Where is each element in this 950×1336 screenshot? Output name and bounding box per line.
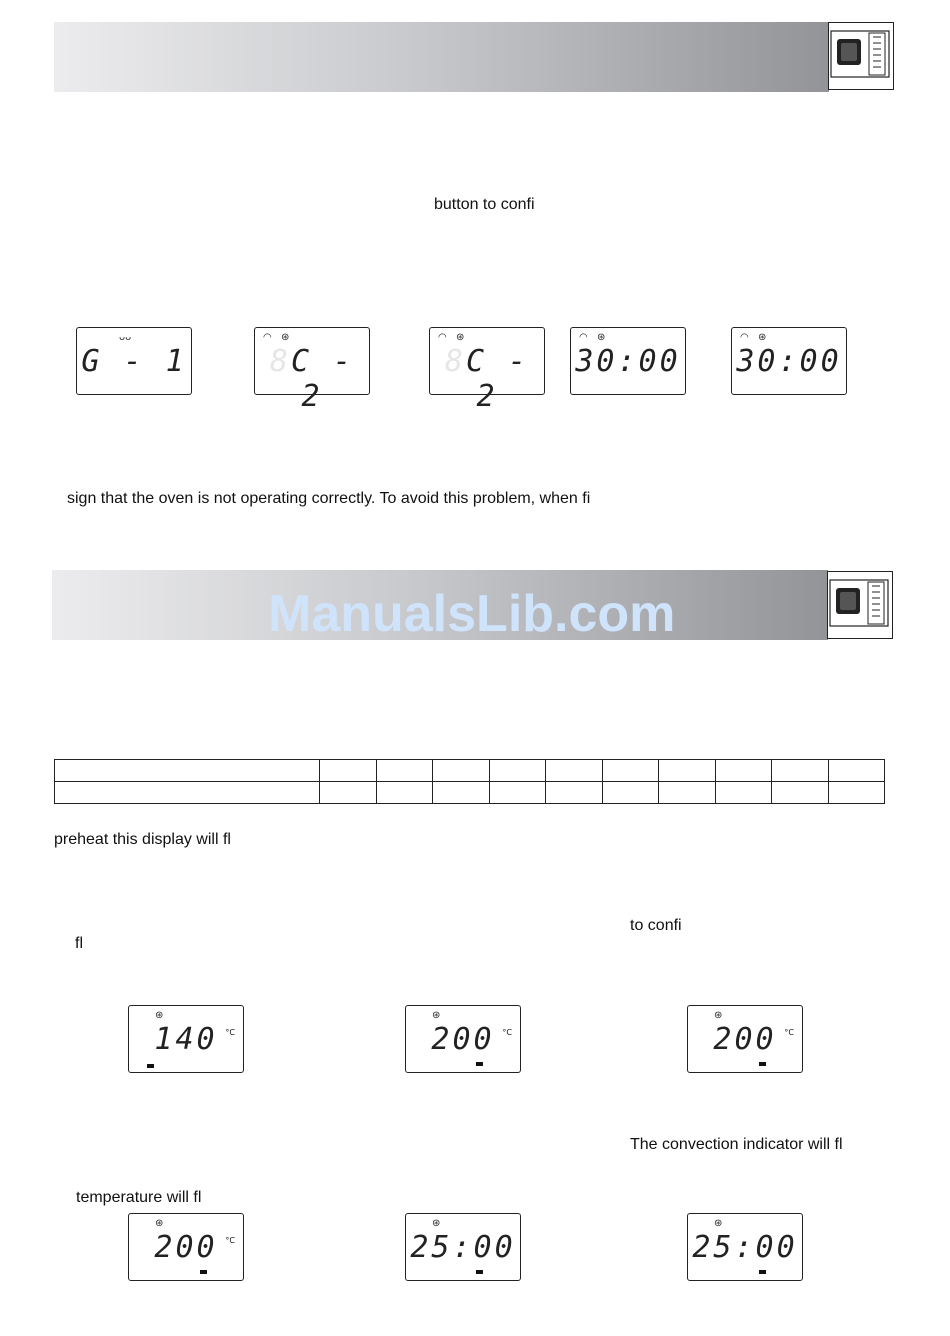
table-cell bbox=[376, 782, 433, 804]
lcd-value: C - 2 bbox=[465, 344, 530, 414]
table-cell bbox=[602, 782, 659, 804]
lcd-ghost-digit: 8 bbox=[444, 344, 466, 379]
lcd-value: 30:00 bbox=[575, 344, 681, 379]
table-cell bbox=[659, 782, 716, 804]
table-cell bbox=[320, 782, 377, 804]
celsius-unit: °C bbox=[502, 1028, 512, 1037]
lcd-value: 200 bbox=[154, 1230, 218, 1265]
text-preheat-display: preheat this display will fl bbox=[54, 831, 231, 848]
lcd-display-temp-200 bbox=[405, 1005, 521, 1073]
table-cell bbox=[320, 760, 377, 782]
text-convection-indicator: The convection indicator will fl bbox=[630, 1136, 843, 1153]
fan-icon: ⊛ bbox=[155, 1010, 164, 1021]
microwave-icon: ◠ bbox=[263, 332, 272, 343]
table-cell bbox=[376, 760, 433, 782]
level-indicator bbox=[200, 1270, 207, 1274]
table-cell bbox=[489, 760, 546, 782]
table-cell bbox=[55, 782, 320, 804]
fan-icon: ⊛ bbox=[432, 1218, 441, 1229]
table-row bbox=[55, 760, 885, 782]
lcd-display-temp-200-flash bbox=[128, 1213, 244, 1281]
microwave-icon: ◠ bbox=[438, 332, 447, 343]
text-temperature-flash: temperature will fl bbox=[76, 1189, 202, 1206]
lcd-display-time-30 bbox=[570, 327, 686, 395]
microwave-oven-icon bbox=[828, 22, 894, 90]
grill-icon: ᴗᴗ bbox=[119, 332, 132, 343]
lcd-value: 25:00 bbox=[410, 1230, 516, 1265]
microwave-icon: ◠ bbox=[579, 332, 588, 343]
lcd-display-combi-c2-confirm bbox=[429, 327, 545, 414]
table-cell bbox=[828, 782, 885, 804]
lcd-display-temp-200-confirm bbox=[687, 1005, 803, 1073]
lcd-value: 25:00 bbox=[692, 1230, 798, 1265]
celsius-unit: °C bbox=[225, 1236, 235, 1245]
lcd-value: 30:00 bbox=[736, 344, 842, 379]
text-flash: fl bbox=[75, 935, 83, 952]
fan-icon: ⊛ bbox=[155, 1218, 164, 1229]
table-cell bbox=[546, 760, 603, 782]
lcd-display-time-25-start bbox=[687, 1213, 803, 1281]
lcd-value: G - 1 bbox=[81, 344, 187, 379]
celsius-unit: °C bbox=[784, 1028, 794, 1037]
lcd-value: 140 bbox=[154, 1022, 218, 1057]
table-cell bbox=[55, 760, 320, 782]
table-cell bbox=[546, 782, 603, 804]
lcd-value: C - 2 bbox=[290, 344, 355, 414]
lcd-value: 200 bbox=[713, 1022, 777, 1057]
microwave-icon: ◠ bbox=[740, 332, 749, 343]
table-cell bbox=[659, 760, 716, 782]
fan-icon: ⊛ bbox=[432, 1010, 441, 1021]
watermark-text: ManualsLib.com bbox=[268, 585, 676, 643]
lcd-display-time-30-start bbox=[731, 327, 847, 395]
text-to-confirm: to confi bbox=[630, 917, 682, 934]
fan-icon: ⊛ bbox=[714, 1010, 723, 1021]
level-indicator bbox=[476, 1062, 483, 1066]
fan-icon: ⊛ bbox=[758, 332, 767, 343]
table-cell bbox=[433, 760, 490, 782]
table-row bbox=[55, 782, 885, 804]
table-cell bbox=[715, 760, 772, 782]
microwave-oven-icon bbox=[827, 571, 893, 639]
fan-icon: ⊛ bbox=[714, 1218, 723, 1229]
lcd-display-temp-140 bbox=[128, 1005, 244, 1073]
fan-icon: ⊛ bbox=[281, 332, 290, 343]
table-cell bbox=[715, 782, 772, 804]
lcd-display-combi-c2 bbox=[254, 327, 370, 414]
section-header-bar-1 bbox=[54, 22, 829, 92]
text-button-to-confirm: button to confi bbox=[434, 196, 535, 213]
celsius-unit: °C bbox=[225, 1028, 235, 1037]
level-indicator bbox=[759, 1270, 766, 1274]
table-cell bbox=[602, 760, 659, 782]
table-cell bbox=[772, 782, 829, 804]
fan-icon: ⊛ bbox=[456, 332, 465, 343]
lcd-display-time-25 bbox=[405, 1213, 521, 1281]
lcd-display-grill-g1 bbox=[76, 327, 192, 395]
lcd-value: 200 bbox=[431, 1022, 495, 1057]
level-indicator bbox=[476, 1270, 483, 1274]
table-cell bbox=[489, 782, 546, 804]
level-indicator bbox=[147, 1064, 154, 1068]
text-oven-warning: sign that the oven is not operating correctly. To avoid this problem, when fi bbox=[67, 490, 591, 507]
level-indicator bbox=[759, 1062, 766, 1066]
lcd-ghost-digit: 8 bbox=[269, 344, 291, 379]
fan-icon: ⊛ bbox=[597, 332, 606, 343]
table-cell bbox=[433, 782, 490, 804]
table-cell bbox=[772, 760, 829, 782]
table-cell bbox=[828, 760, 885, 782]
temperature-table bbox=[54, 759, 885, 804]
